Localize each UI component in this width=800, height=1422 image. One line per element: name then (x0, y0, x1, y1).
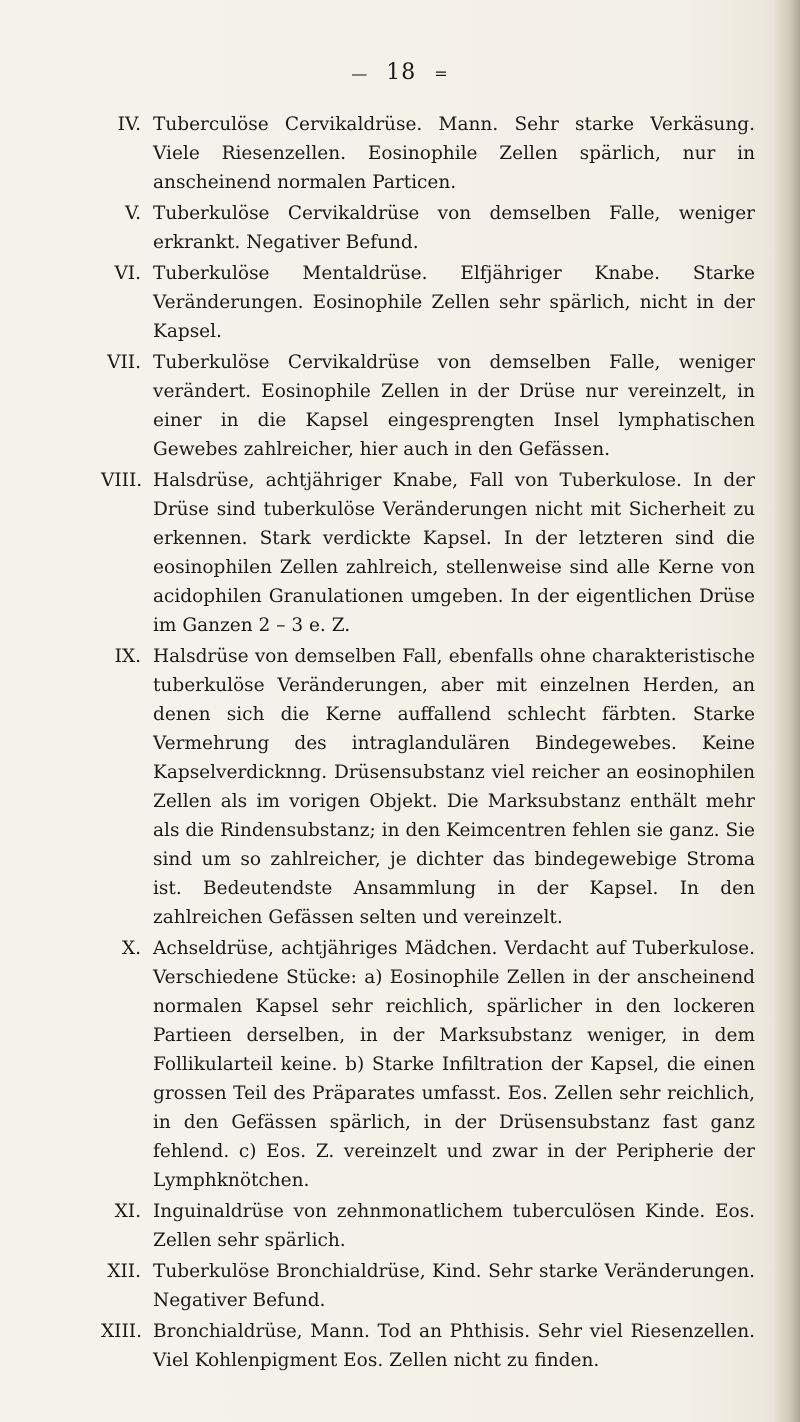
case-text: Tuberkulöse Cervikaldrüse von demselben Falle, weniger verändert. Eosinophile Zellen in der Drüse nur vereinzelt, in einer in die Kapsel eingesprengten Insel lymphatischen Gewebes zahlreicher, hier auch in den Gefässen. (153, 352, 755, 460)
case-number: VI. (114, 263, 141, 284)
case-entry (95, 1317, 755, 1375)
case-number: XIII. (101, 1321, 142, 1342)
page-edge-shadow (774, 0, 800, 1422)
page-number: 18 (386, 60, 417, 85)
case-text: Tuberkulöse Bronchialdrüse, Kind. Sehr starke Veränderungen. Negativer Befund. (153, 1261, 755, 1311)
case-number: XII. (107, 1261, 141, 1282)
case-entry (95, 1257, 755, 1315)
case-entry (95, 348, 755, 464)
case-text: Achseldrüse, achtjähriges Mädchen. Verdacht auf Tuberkulose. Verschiedene Stücke: a) Eosinophile Zellen in der anscheinend normalen Kapsel sehr reichlich, spärlicher in den lockeren Partieen derselben, in der Marksubstanz weniger, in dem Follikularteil keine. b) Starke Infiltration der Kapsel, die einen grossen Teil des Präparates umfasst. Eos. Zellen sehr reichlich, in den Gefässen spärlich, in der Drüsensubstanz fast ganz fehlend. c) Eos. Z. vereinzelt und zwar in der Peripherie der Lymphknötchen. (153, 938, 755, 1191)
case-number: VIII. (101, 470, 143, 491)
case-text: Halsdrüse, achtjähriger Knabe, Fall von Tuberkulose. In der Drüse sind tuberkulöse Veränderungen nicht mit Sicherheit zu erkennen. Stark verdickte Kapsel. In der letzteren sind die eosinophilen Zellen zahlreich, stellenweise sind alle Kerne von acidophilen Granulationen umgeben. In der eigentlichen Drüse im Ganzen 2 – 3 e. Z. (153, 470, 755, 636)
case-entry (95, 259, 755, 346)
case-list (95, 110, 755, 1377)
case-number: X. (121, 938, 141, 959)
header-dash-right: = (434, 63, 449, 83)
case-text: Bronchialdrüse, Mann. Tod an Phthisis. Sehr viel Riesenzellen. Viel Kohlenpigment Eos. Zellen nicht zu finden. (153, 1321, 755, 1371)
case-number: IX. (114, 646, 141, 667)
case-entry (95, 199, 755, 257)
case-entry (95, 110, 755, 197)
case-number: IV. (117, 114, 141, 135)
case-number: VII. (107, 352, 141, 373)
header-dash-left: — (351, 63, 369, 83)
case-number: V. (124, 203, 141, 224)
case-entry (95, 1197, 755, 1255)
case-entry (95, 466, 755, 640)
case-text: Inguinaldrüse von zehnmonatlichem tuberculösen Kinde. Eos. Zellen sehr spärlich. (153, 1201, 755, 1251)
case-entry (95, 642, 755, 932)
case-text: Tuberkulöse Cervikaldrüse von demselben Falle, weniger erkrankt. Negativer Befund. (153, 203, 755, 253)
case-entry (95, 934, 755, 1195)
case-text: Tuberculöse Cervikaldrüse. Mann. Sehr starke Verkäsung. Viele Riesenzellen. Eosinophile Zellen spärlich, nur in anscheinend normalen Particen. (153, 114, 755, 193)
page-header (0, 60, 800, 85)
case-text: Halsdrüse von demselben Fall, ebenfalls ohne charakteristische tuberkulöse Veränderungen, aber mit einzelnen Herden, an denen sich die Kerne auffallend schlecht färbten. Starke Vermehrung des intraglandulären Bindegewebes. Keine Kapselverdicknng. Drüsensubstanz viel reicher an eosinophilen Zellen als im vorigen Objekt. Die Marksubstanz enthält mehr als die Rindensubstanz; in den Keimcentren fehlen sie ganz. Sie sind um so zahlreicher, je dichter das bindegewebige Stroma ist. Bedeutendste Ansammlung in der Kapsel. In den zahlreichen Gefässen selten und vereinzelt. (153, 646, 755, 928)
case-number: XI. (114, 1201, 141, 1222)
case-text: Tuberkulöse Mentaldrüse. Elfjähriger Knabe. Starke Veränderungen. Eosinophile Zellen sehr spärlich, nicht in der Kapsel. (153, 263, 755, 342)
